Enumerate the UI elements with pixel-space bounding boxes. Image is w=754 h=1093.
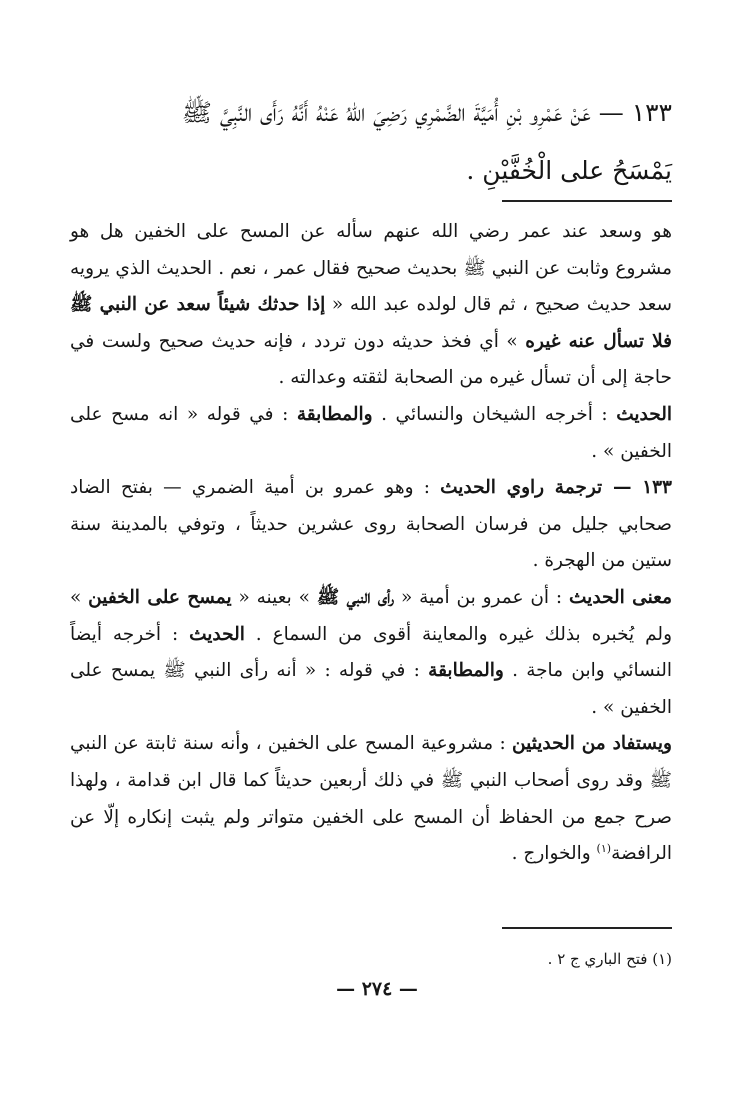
paragraph [70,580,672,726]
text-run: : أخرجه أيضاً النسائي وابن ماجة . [70,623,672,682]
paragraph [70,397,672,470]
paragraph [70,470,672,580]
bold-text: ١٣٣ — ترجمة راوي الحديث [440,477,672,499]
text-run: : مشروعية المسح على الخفين ، وأنه سنة ثابتة عن النبي ﷺ وقد روى أصحاب النبي ﷺ في ذلك أربعين حديثاً كما قال ابن قدامة ، ولهذا صرح جمع من الحفاظ أن المسح على الخفين متواتر ولم يثبت إنكاره إلّا عن الرافضة [70,733,672,865]
hadith-line-1: ١٣٣ — عَنْ عَمْرِو بْنِ أُمَيَّةَ الضَّمْرِي رَضِيَ اللهُ عَنْهُ أَنَّهُ رَأَى النَّبِيَّ ﷺ [181,98,672,127]
text-run: » ولم يُخبره بذلك غيره والمعاينة أقوى من السماع . [70,586,672,645]
text-run: : في قوله « انه مسح على الخفين » . [70,403,672,462]
hadith-divider [502,200,672,202]
text-run: : في قوله : « أنه رأى النبي ﷺ يمسح على الخفين » . [70,660,672,718]
text-run: والخوارج . [511,843,597,865]
bold-text: معنى الحديث [569,586,672,608]
text-run: : أن عمرو بن أمية « [394,586,569,608]
text-run: : أخرجه الشيخان والنسائي . [372,403,617,425]
text-run: هو وسعد عند عمر رضي الله عنهم سأله عن المسح على الخفين هل هو مشروع وثابت عن النبي ﷺ بحديث صحيح فقال عمر ، نعم . الحديث الذي يرويه سعد حديث صحيح ، ثم قال لولده عبد الله « [70,221,672,316]
bold-text: الحديث [189,623,245,645]
bold-text: إذا حدثك شيئاً سعد عن النبي ﷺ فلا تسأل عنه غيره [70,294,672,352]
footnote-divider [502,927,672,929]
bold-text: رأى النبي ﷺ [316,586,395,608]
bold-text: الحديث [616,403,672,425]
bold-text: ويستفاد من الحديثين [512,733,672,755]
text-run: : وهو عمرو بن أمية الضمري — بفتح الضاد صحابي جليل من فرسان الصحابة روى عشرين حديثاً ، وتوفي بالمدينة سنة ستين من الهجرة . [70,477,672,572]
footnote-reference: (١) [596,841,612,855]
commentary-text [70,214,672,873]
text-run: » بعينه « [231,586,317,608]
page-number: — ٢٧٤ — [336,978,418,1000]
bold-text: والمطابقة [296,403,373,425]
bold-text: يمسح على الخفين [88,586,232,608]
paragraph [70,726,672,872]
bold-text: والمطابقة [428,660,504,682]
paragraph [70,214,672,397]
hadith-text [72,84,672,200]
text-run: » أي فخذ حديثه دون تردد ، فإنه حديث صحيح ولست في حاجة إلى أن تسأل غيره من الصحابة لثقته وعدالته . [70,330,672,389]
footnote: (١) فتح الباري ج ٢ . [547,950,672,968]
hadith-line-2: يَمْسَحُ على الْخُفَّيْنِ . [466,156,672,185]
